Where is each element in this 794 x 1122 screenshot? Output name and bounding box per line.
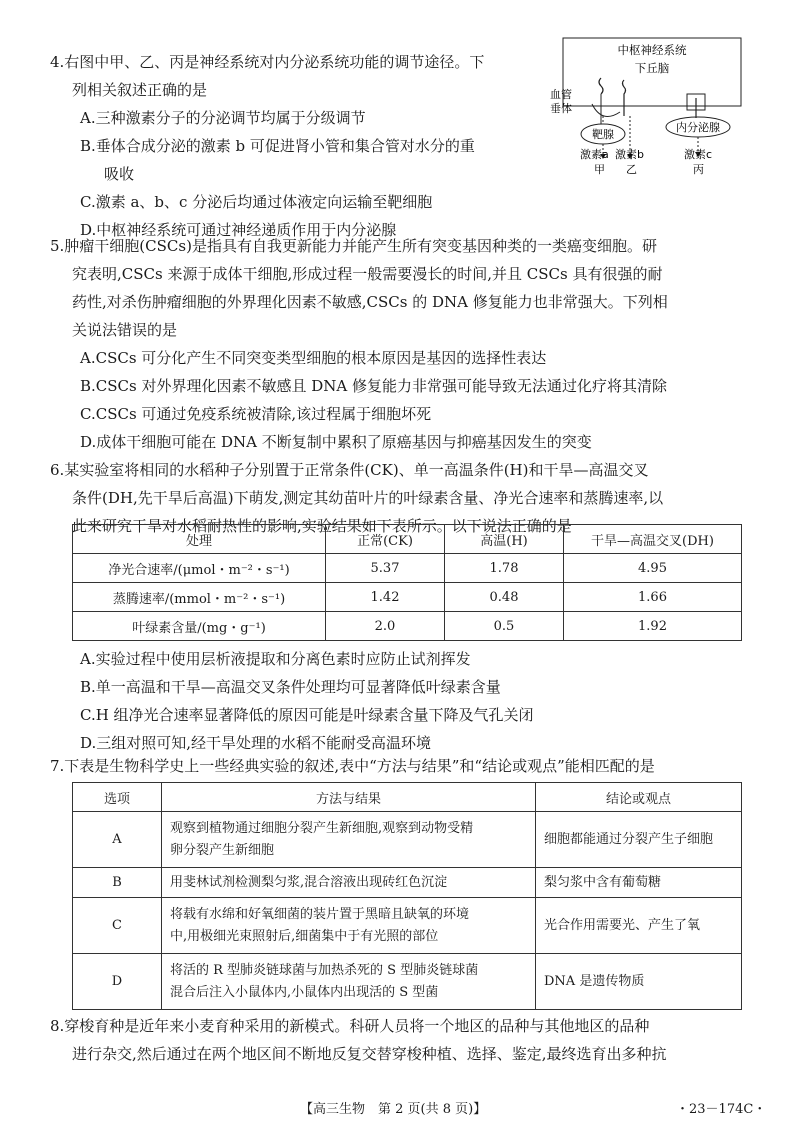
cns-label: 中枢神经系统 (617, 43, 687, 57)
table-cell: 2.0 (326, 612, 445, 641)
q4-stem-line2: 列相关叙述正确的是 (72, 81, 208, 99)
q6-option-d: D.三组对照可知,经干旱处理的水稻不能耐受高温环境 (80, 734, 432, 752)
question-6-options (50, 645, 770, 757)
q6-stem-line1: 6.某实验室将相同的水稻种子分别置于正常条件(CK)、单一高温条件(H)和干旱—高温交叉 (50, 461, 649, 479)
table-cell (162, 898, 536, 954)
q4-option-b-continued: 吸收 (104, 165, 135, 183)
q4-option-c: C.激素 a、b、c 分泌后均通过体液定向运输至靶细胞 (80, 193, 433, 211)
path-jia-label: 甲 (594, 163, 605, 176)
table-header-cell: 干旱—高温交叉(DH) (564, 525, 742, 554)
neuron-a-icon (599, 78, 603, 94)
endocrine-gland-label: 内分泌腺 (676, 121, 720, 134)
table-header-row (73, 783, 742, 812)
method-text-line: 将载有水绵和好氧细菌的装片置于黑暗且缺氧的环境 (170, 906, 470, 922)
table-cell: 细胞都能通过分裂产生子细胞 (536, 812, 742, 868)
q7-experiments-table (72, 782, 742, 1010)
table-cell (162, 868, 536, 898)
table-cell: 0.48 (445, 583, 564, 612)
q8-stem-line1: 8.穿梭育种是近年来小麦育种采用的新模式。科研人员将一个地区的品种与其他地区的品种 (50, 1017, 650, 1035)
q4-option-b: B.垂体合成分泌的激素 b 可促进肾小管和集合管对水分的重 (80, 137, 475, 155)
q5-option-a: A.CSCs 可分化产生不同突变类型细胞的根本原因是基因的选择性表达 (80, 349, 547, 367)
q4-option-a: A.三种激素分子的分泌调节均属于分级调节 (80, 109, 366, 127)
table-header-cell: 结论或观点 (536, 783, 742, 812)
footer-code: ・23－174C・ (676, 1102, 767, 1117)
table-cell: 蒸腾速率/(mmol・m⁻²・s⁻¹) (73, 583, 326, 612)
q6-option-b: B.单一高温和干旱—高温交叉条件处理均可显著降低叶绿素含量 (80, 678, 501, 696)
table-row (73, 554, 742, 583)
table-header-cell: 处理 (73, 525, 326, 554)
method-text-line: 观察到植物通过细胞分裂产生新细胞,观察到动物受精 (170, 820, 474, 836)
table-cell: 梨匀浆中含有葡萄糖 (536, 868, 742, 898)
q6-stem-line2: 条件(DH,先干旱后高温)下萌发,测定其幼苗叶片的叶绿素含量、净光合速率和蒸腾速率,以 (72, 489, 664, 507)
table-row (73, 583, 742, 612)
table-cell: 1.66 (564, 583, 742, 612)
q8-stem-line2: 进行杂交,然后通过在两个地区间不断地反复交替穿梭种植、选择、鉴定,最终选育出多种抗 (72, 1045, 667, 1063)
neuro-endocrine-diagram (540, 32, 745, 182)
question-5 (50, 232, 770, 456)
method-text-line: 卵分裂产生新细胞 (170, 842, 275, 858)
q7-stem: 7.下表是生物科学史上一些经典实验的叙述,表中“方法与结果”和“结论或观点”能相匹配的是 (50, 757, 655, 775)
hormone-b-label: 激素b (615, 148, 644, 161)
table-cell: 净光合速率/(μmol・m⁻²・s⁻¹) (73, 554, 326, 583)
path-bing-label: 丙 (693, 163, 704, 176)
table-header-cell: 方法与结果 (162, 783, 536, 812)
footer-page-info: 【高三生物 第 2 页(共 8 页)】 (300, 1102, 487, 1117)
pituitary-label: 垂体 (550, 102, 572, 115)
table-cell: 1.92 (564, 612, 742, 641)
table-row (73, 612, 742, 641)
question-8 (50, 1012, 770, 1068)
q5-option-b: B.CSCs 对外界理化因素不敏感且 DNA 修复能力非常强可能导致无法通过化疗将其清除 (80, 377, 668, 395)
table-row (73, 954, 742, 1010)
question-7 (50, 752, 770, 780)
target-gland-label: 靶腺 (592, 128, 614, 141)
table-cell: DNA 是遗传物质 (536, 954, 742, 1010)
q5-stem-line4: 关说法错误的是 (72, 321, 178, 339)
neuron-b-icon (623, 80, 626, 116)
question-4 (50, 48, 560, 244)
table-cell: 5.37 (326, 554, 445, 583)
table-header-row (73, 525, 742, 554)
table-cell: 1.78 (445, 554, 564, 583)
table-cell: 4.95 (564, 554, 742, 583)
table-cell (162, 954, 536, 1010)
q4-stem-line1: 4.右图中甲、乙、丙是神经系统对内分泌系统功能的调节途径。下 (50, 53, 485, 71)
table-cell: 0.5 (445, 612, 564, 641)
q5-stem-line2: 究表明,CSCs 来源于成体干细胞,形成过程一般需要漫长的时间,并且 CSCs 具有很强的耐 (72, 265, 663, 283)
table-cell: A (73, 812, 162, 868)
table-row (73, 812, 742, 868)
q5-option-d: D.成体干细胞可能在 DNA 不断复制中累积了原癌基因与抑癌基因发生的突变 (80, 433, 592, 451)
table-cell: 1.42 (326, 583, 445, 612)
method-text-line: 混合后注入小鼠体内,小鼠体内出现活的 S 型菌 (170, 984, 439, 1000)
table-cell: C (73, 898, 162, 954)
table-header-cell: 正常(CK) (326, 525, 445, 554)
table-cell: 叶绿素含量/(mg・g⁻¹) (73, 612, 326, 641)
table-cell: 光合作用需要光、产生了氧 (536, 898, 742, 954)
method-text-line: 将活的 R 型肺炎链球菌与加热杀死的 S 型肺炎链球菌 (170, 962, 479, 978)
q6-results-table (72, 524, 742, 641)
method-text-line: 用斐林试剂检测梨匀浆,混合溶液出现砖红色沉淀 (170, 874, 448, 890)
hormone-c-label: 激素c (684, 148, 713, 161)
q5-stem-line3: 药性,对杀伤肿瘤细胞的外界理化因素不敏感,CSCs 的 DNA 修复能力也非常强大。下列相 (72, 293, 668, 311)
q4-option-d: D.中枢神经系统可通过神经递质作用于内分泌腺 (80, 221, 397, 239)
hormone-a-label: 激素a (580, 148, 609, 161)
q5-stem-line1: 5.肿瘤干细胞(CSCs)是指具有自我更新能力并能产生所有突变基因种类的一类癌变细胞。研 (50, 237, 657, 255)
hypothalamus-label: 下丘脑 (634, 61, 670, 75)
table-header-cell: 高温(H) (445, 525, 564, 554)
method-text-line: 中,用极细光束照射后,细菌集中于有光照的部位 (170, 928, 439, 944)
table-cell: B (73, 868, 162, 898)
table-header-cell: 选项 (73, 783, 162, 812)
q6-stem-line3: 此来研究干旱对水稻耐热性的影响,实验结果如下表所示。以下说法正确的是 (72, 517, 572, 535)
table-row (73, 898, 742, 954)
table-cell: D (73, 954, 162, 1010)
q6-option-c: C.H 组净光合速率显著降低的原因可能是叶绿素含量下降及气孔关闭 (80, 706, 534, 724)
table-row (73, 868, 742, 898)
path-yi-label: 乙 (626, 163, 637, 176)
q6-option-a: A.实验过程中使用层析液提取和分离色素时应防止试剂挥发 (80, 650, 471, 668)
q5-option-c: C.CSCs 可通过免疫系统被清除,该过程属于细胞坏死 (80, 405, 432, 423)
table-cell (162, 812, 536, 868)
blood-vessel-label: 血管 (550, 88, 572, 101)
